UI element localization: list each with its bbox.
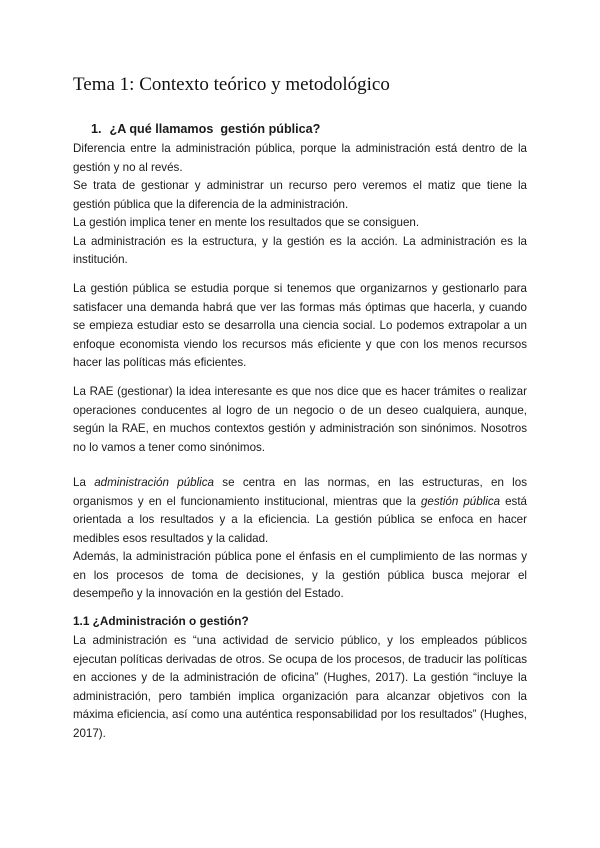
emphasis-text: administración pública xyxy=(94,476,214,489)
section-number: 1. xyxy=(91,122,102,136)
paragraph: Además, la administración pública pone el énfasis en el cumplimiento de las normas y en los procesos de toma de decisiones, y la gestión pública busca mejorar el desempeño y la innovación en la gestión del Estado. xyxy=(73,550,527,600)
paragraph-text: La RAE (gestionar) la idea interesante es que nos dice que es hacer trámites o realizar operaciones conducentes al logro de un negocio o de un deseo cualquiera, aunque, según la RAE, en muchos contextos gestión y administración son sinónimos. Nosotros no lo vamos a tener como sinónimos. xyxy=(73,385,527,454)
page-title: Tema 1: Contexto teórico y metodológico xyxy=(73,74,390,95)
text-run: está orientada a los resultados y a la eficiencia. La gestión pública se enfoca en hacer medibles esos resultados y la calidad. xyxy=(73,494,527,545)
rae-paragraph xyxy=(73,383,527,457)
intro-block xyxy=(73,140,527,270)
paragraph: Diferencia entre la administración pública, porque la administración está dentro de la gestión y no al revés. xyxy=(73,142,527,174)
paragraph: La gestión implica tener en mente los resultados que se consiguen. xyxy=(73,216,420,229)
paragraph: La administración es la estructura, y la gestión es la acción. La administración es la institución. xyxy=(73,234,527,266)
subsection-heading: 1.1 ¿Administración o gestión? xyxy=(73,614,249,628)
section-heading-text: ¿A qué llamamos gestión pública? xyxy=(109,122,321,136)
subsection-paragraph xyxy=(73,632,527,743)
text-run: se centra en las normas, en las estructuras, en los organismos y en el funcionamiento institucional, mientras que la xyxy=(73,476,528,508)
paragraph: Se trata de gestionar y administrar un recurso pero veremos el matiz que tiene la gestión pública que la diferencia de la administración. xyxy=(73,179,527,211)
paragraph-text: La administración es “una actividad de servicio público, y los empleados públicos ejecutan políticas derivadas de otros. Se ocupa de los procesos, de traducir las políticas en acciones y de la administración de oficina” (Hughes, 2017). La gestión “incluye la administración, pero también implica organización para alcanzar objetivos con la máxima eficiencia, así como una auténtica responsabilidad por los resultados” (Hughes, 2017). xyxy=(73,634,527,740)
section-heading-1 xyxy=(91,122,320,136)
gestion-paragraph xyxy=(73,280,527,373)
paragraph-text: La gestión pública se estudia porque si tenemos que organizarnos y gestionarlo para satisfacer una demanda habrá que ver las formas más óptimas que hacerla, y cuando se empieza estudiar esto se desarrolla una ciencia social. Lo podemos extrapolar a un enfoque economista viendo los recursos más eficiente y que con los menos recursos hacer las políticas más eficientes. xyxy=(73,282,527,369)
text-run: La xyxy=(73,476,95,489)
emphasis-text: gestión pública xyxy=(420,494,501,508)
paragraph xyxy=(73,474,527,548)
administracion-block xyxy=(73,474,527,604)
